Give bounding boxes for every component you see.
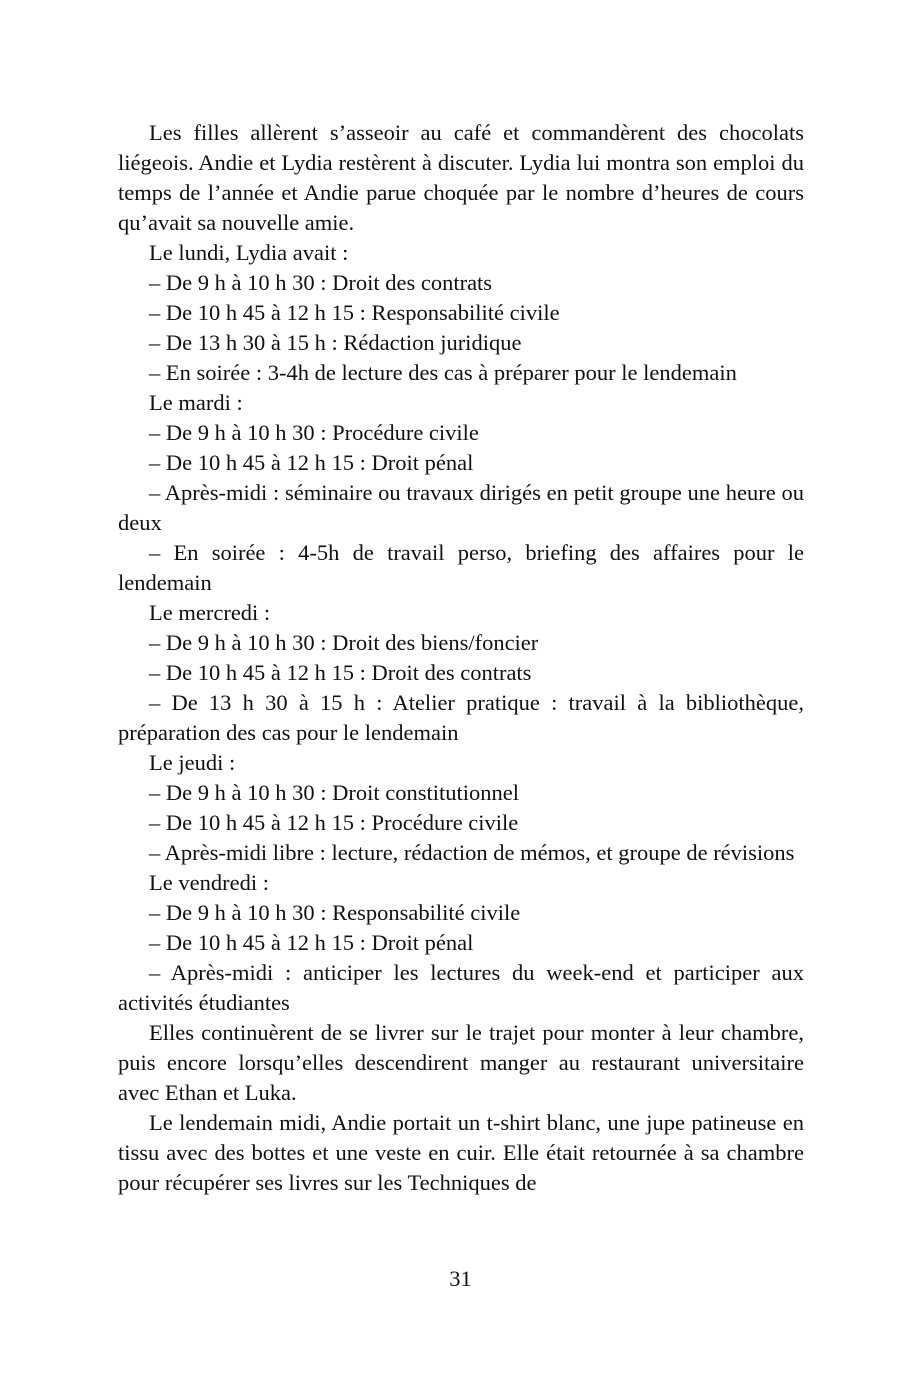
list-item: – De 9 h à 10 h 30 : Droit des contrats	[149, 270, 493, 295]
list-item: – Après-midi : séminaire ou travaux dirigés en petit groupe une heure ou deux	[118, 480, 804, 535]
list-item: – De 9 h à 10 h 30 : Droit des biens/foncier	[149, 630, 539, 655]
paragraph-thursday-heading: Le jeudi :	[149, 750, 236, 775]
list-item: – De 9 h à 10 h 30 : Droit constitutionnel	[149, 780, 519, 805]
paragraph-narrative: Le lendemain midi, Andie portait un t-shirt blanc, une jupe patineuse en tissu avec des bottes et une veste en cuir. Elle était retournée à sa chambre pour récupérer ses livres sur les Techniques de	[118, 1110, 804, 1195]
list-item: – Après-midi : anticiper les lectures du week-end et participer aux activités étudiantes	[118, 960, 804, 1015]
list-item: – De 13 h 30 à 15 h : Atelier pratique : travail à la bibliothèque, préparation des cas pour le lendemain	[118, 690, 804, 745]
paragraph-monday-heading: Le lundi, Lydia avait :	[149, 240, 349, 265]
list-item: – De 9 h à 10 h 30 : Responsabilité civile	[149, 900, 521, 925]
list-item: – De 10 h 45 à 12 h 15 : Droit pénal	[149, 930, 474, 955]
list-item: – Après-midi libre : lecture, rédaction de mémos, et groupe de révisions	[149, 840, 795, 865]
list-item: – De 10 h 45 à 12 h 15 : Procédure civile	[149, 810, 519, 835]
list-item: – En soirée : 3-4h de lecture des cas à préparer pour le lendemain	[149, 360, 737, 385]
list-item: – De 10 h 45 à 12 h 15 : Droit des contrats	[149, 660, 532, 685]
paragraph-friday-heading: Le vendredi :	[149, 870, 269, 895]
list-item: – De 13 h 30 à 15 h : Rédaction juridique	[149, 330, 522, 355]
list-item: – De 10 h 45 à 12 h 15 : Droit pénal	[149, 450, 474, 475]
list-item: – De 9 h à 10 h 30 : Procédure civile	[149, 420, 479, 445]
paragraph-narrative: Elles continuèrent de se livrer sur le trajet pour monter à leur chambre, puis encore lorsqu’elles descendirent manger au restaurant universitaire avec Ethan et Luka.	[118, 1020, 804, 1105]
page-number: 31	[449, 1266, 472, 1291]
list-item: – En soirée : 4-5h de travail perso, briefing des affaires pour le lendemain	[118, 540, 804, 595]
list-item: – De 10 h 45 à 12 h 15 : Responsabilité civile	[149, 300, 560, 325]
paragraph-tuesday-heading: Le mardi :	[149, 390, 243, 415]
page-body	[118, 118, 804, 1198]
paragraph-intro: Les filles allèrent s’asseoir au café et commandèrent des chocolats liégeois. Andie et Lydia restèrent à discuter. Lydia lui montra son emploi du temps de l’année et Andie parue choquée par le nombre d’heures de cours qu’avait sa nouvelle amie.	[118, 120, 804, 235]
paragraph-wednesday-heading: Le mercredi :	[149, 600, 271, 625]
